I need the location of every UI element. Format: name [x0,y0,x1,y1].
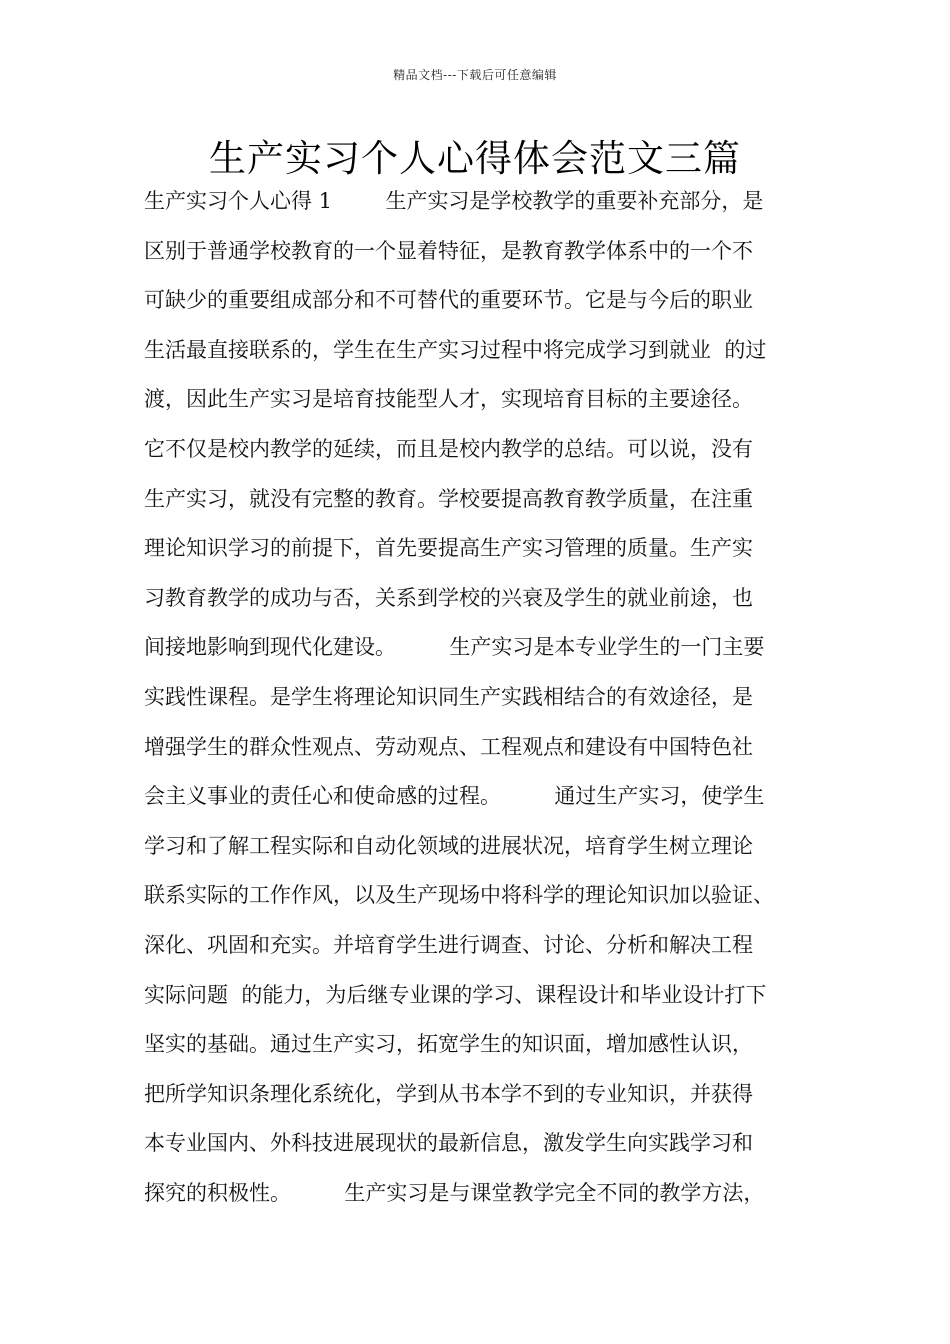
body-line: 实际问题 的能力，为后继专业课的学习、课程设计和毕业设计打下 [144,982,767,1007]
body-line: 联系实际的工作作风，以及生产现场中将科学的理论知识加以验证、 [144,883,774,908]
body-line: 坚实的基础。通过生产实习，拓宽学生的知识面，增加感性认识， [144,1032,753,1057]
body-line: 增强学生的群众性观点、劳动观点、工程观点和建设有中国特色社 [144,734,753,759]
body-line: 它不仅是校内教学的延续，而且是校内教学的总结。可以说，没有 [144,436,753,461]
body-line: 生产实习，就没有完整的教育。学校要提高教育教学质量，在注重 [144,486,753,511]
body-line: 把所学知识条理化系统化，学到从书本学不到的专业知识，并获得 [144,1081,753,1106]
body-line: 学习和了解工程实际和自动化领域的进展状况，培育学生树立理论 [144,833,753,858]
body-line: 间接地影响到现代化建设。 生产实习是本专业学生的一门主要 [144,635,765,660]
body-line: 生产实习个人心得 1 生产实习是学校教学的重要补充部分，是 [144,189,764,213]
body-text [144,184,844,1225]
header-note: 精品文档---下载后可任意编辑 [393,68,557,82]
body-line: 生活最直接联系的，学生在生产实习过程中将完成学习到就业 的过 [144,337,767,362]
body-line: 习教育教学的成功与否，关系到学校的兴衰及学生的就业前途，也 [144,585,753,610]
document-title: 生产实习个人心得体会范文三篇 [209,137,741,180]
body-line: 本专业国内、外科技进展现状的最新信息，激发学生向实践学习和 [144,1131,753,1156]
body-line: 可缺少的重要组成部分和不可替代的重要环节。它是与今后的职业 [144,288,753,313]
body-line: 区别于普通学校教育的一个显着特征，是教育教学体系中的一个不 [144,238,753,263]
body-line: 深化、巩固和充实。并培育学生进行调查、讨论、分析和解决工程 [144,932,753,957]
body-line: 实践性课程。是学生将理论知识同生产实践相结合的有效途径，是 [144,684,753,709]
body-line: 渡，因此生产实习是培育技能型人才，实现培育目标的主要途径。 [144,387,753,412]
body-line: 理论知识学习的前提下，首先要提高生产实习管理的质量。生产实 [144,536,753,561]
body-line: 会主义事业的责任心和使命感的过程。 通过生产实习，使学生 [144,784,765,809]
body-line: 探究的积极性。 生产实习是与课堂教学完全不同的教学方法， [144,1180,765,1205]
